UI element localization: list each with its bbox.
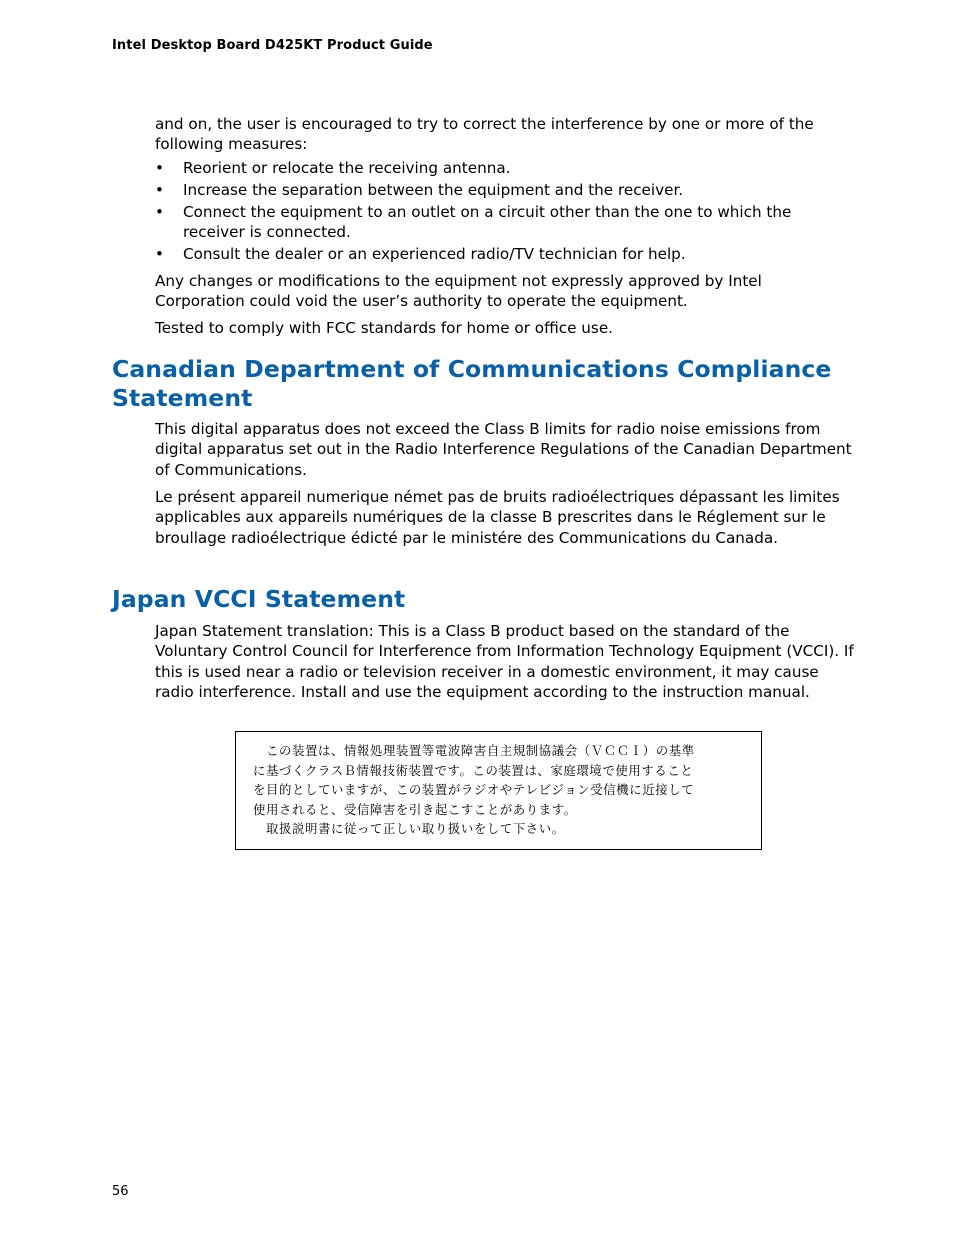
bullet-icon: • (155, 245, 164, 264)
japanese-line: 取扱説明書に従って正しい取り扱いをして下さい。 (266, 821, 565, 837)
list-item: • Consult the dealer or an experienced radio/TV technician for help. (155, 245, 686, 264)
japanese-line: を目的としていますが、この装置がラジオやテレビジョン受信機に近接して (253, 782, 695, 798)
canada-section-heading (112, 355, 852, 413)
running-header: Intel Desktop Board D425KT Product Guide (112, 38, 433, 53)
fcc-intro-paragraph: and on, the user is encouraged to try to correct the interference by one or more of the following measures: (155, 115, 814, 154)
list-item: • Connect the equipment to an outlet on a circuit other than the one to which the receiver is connected. (155, 202, 792, 242)
japan-section-heading: Japan VCCI Statement (112, 585, 406, 613)
page-number: 56 (112, 1184, 129, 1199)
japan-translation-paragraph: Japan Statement translation: This is a Class B product based on the standard of the Voluntary Control Council for Interference from Information Technology Equipment (VCCI). If this is used near a radio or television receiver in a domestic environment, it may cause radio interference. Install and use the equipment according to the instruction manual. (155, 622, 854, 701)
bullet-icon: • (155, 159, 164, 177)
fcc-changes-paragraph: Any changes or modifications to the equipment not expressly approved by Intel Corporation could void the user’s authority to operate the equipment. (155, 272, 762, 311)
japanese-line: に基づくクラスＢ情報技術装置です。この装置は、家庭環境で使用すること (253, 762, 694, 778)
list-item: • Increase the separation between the equipment and the receiver. (155, 180, 684, 199)
bullet-icon: • (155, 202, 164, 221)
fcc-tested-paragraph: Tested to comply with FCC standards for home or office use. (155, 319, 613, 337)
bullet-icon: • (155, 180, 164, 199)
canada-heading-line-2: Statement (112, 384, 253, 412)
canada-french-paragraph: Le présent appareil numerique német pas de bruits radioélectriques dépassant les limites applicables aux appareils numériques de la classe B prescrites dans le Réglement sur le broullage radioélectrique édicté par le ministére des Communications du Canada. (155, 488, 840, 547)
japanese-statement-box (235, 731, 762, 850)
japanese-line: 使用されると、受信障害を引き起こすことがあります。 (253, 801, 577, 817)
list-item: • Reorient or relocate the receiving antenna. (155, 159, 511, 177)
canada-heading-line-1: Canadian Department of Communications Compliance (112, 355, 832, 383)
japanese-line: この装置は、情報処理装置等電波障害自主規制協議会（ＶＣＣＩ）の基準 (266, 743, 695, 758)
canada-english-paragraph: This digital apparatus does not exceed the Class B limits for radio noise emissions from digital apparatus set out in the Radio Interference Regulations of the Canadian Department of Communications. (155, 420, 852, 479)
fcc-measures-list (155, 158, 855, 266)
